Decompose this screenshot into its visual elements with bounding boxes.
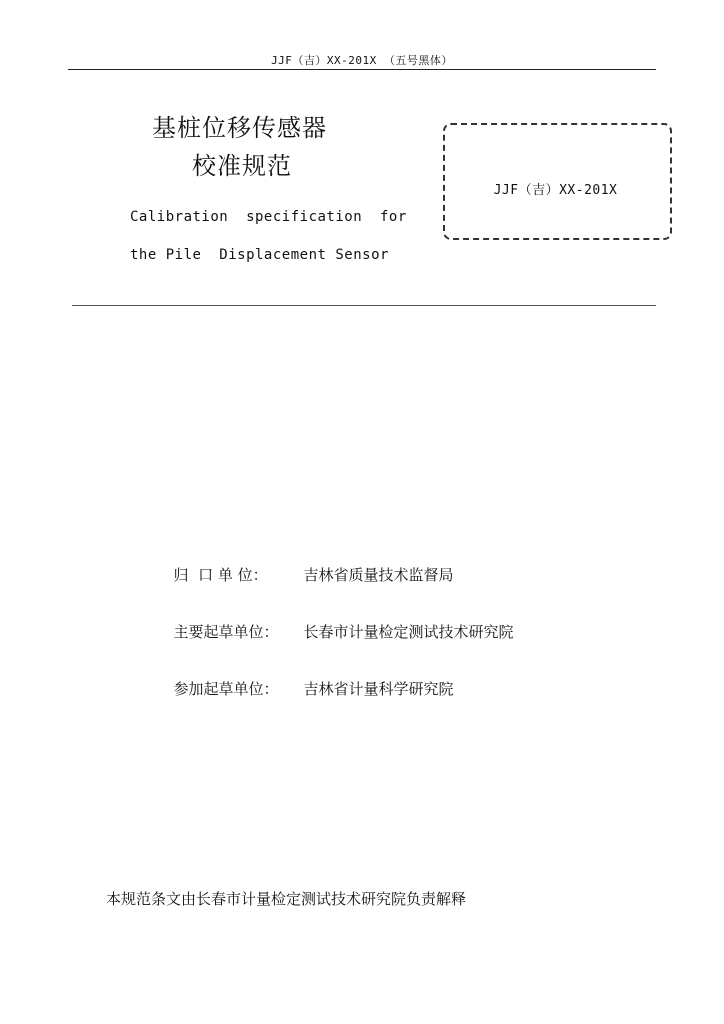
unit-row-responsible bbox=[164, 546, 454, 585]
unit-value: 吉林省质量技术监督局 bbox=[303, 566, 454, 584]
interpretation-note: 本规范条文由长春市计量检定测试技术研究院负责解释 bbox=[106, 890, 467, 908]
title-chinese-line2: 校准规范 bbox=[192, 152, 292, 180]
standard-code: JJF（吉）XX-201X bbox=[493, 183, 618, 198]
title-chinese-line1: 基桩位移传感器 bbox=[152, 114, 327, 142]
unit-value: 吉林省计量科学研究院 bbox=[303, 680, 454, 698]
title-english-line1: Calibration specification for bbox=[130, 209, 407, 225]
header-code: JJF（吉）XX-201X （五号黑体） bbox=[271, 54, 453, 67]
header-divider bbox=[68, 69, 656, 70]
unit-row-participating-drafter bbox=[164, 660, 454, 699]
unit-value: 长春市计量检定测试技术研究院 bbox=[303, 623, 514, 641]
unit-label: 主要起草单位： bbox=[173, 623, 279, 641]
title-english-line2: the Pile Displacement Sensor bbox=[130, 247, 389, 263]
section-divider bbox=[72, 305, 656, 306]
unit-label: 归 口 单 位： bbox=[173, 566, 268, 584]
unit-label: 参加起草单位： bbox=[173, 680, 279, 698]
unit-row-main-drafter bbox=[164, 603, 514, 642]
